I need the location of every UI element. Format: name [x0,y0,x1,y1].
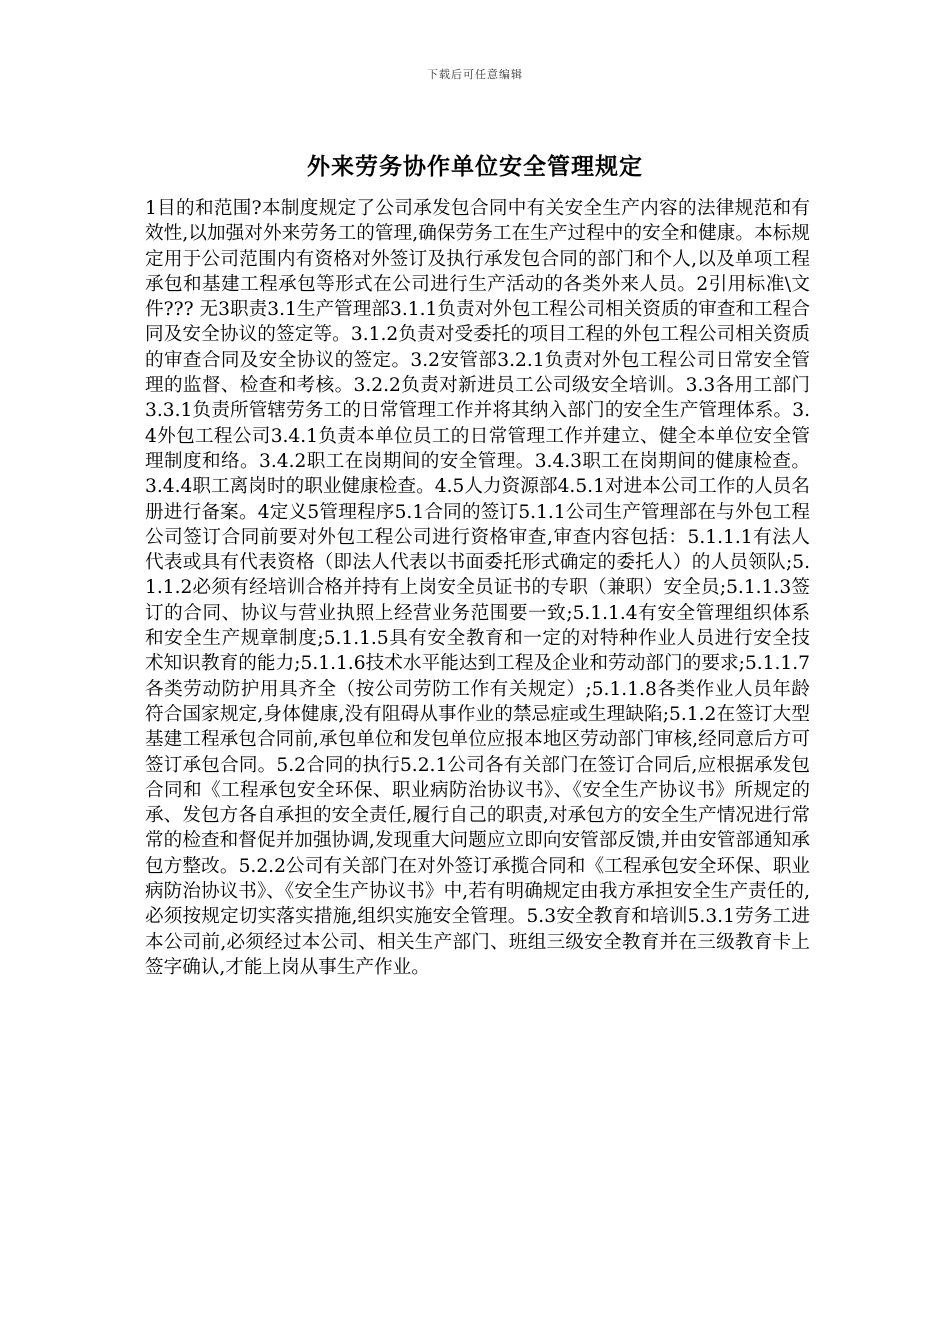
document-title: 外来劳务协作单位安全管理规定 [307,154,643,180]
document-body: 1目的和范围?本制度规定了公司承发包合同中有关安全生产内容的法律规范和有效性,以加强对外来劳务工的管理,确保劳务工在生产过程中的安全和健康。本标规定用于公司范围内有资格对外签订及执行承发包合同的部门和个人,以及单项工程承包和基建工程承包等形式在公司进行生产活动的各类外来人员。2引用标准\文件??? 无3职责3.1生产管理部3.1.1负责对外包工程公司相关资质的审查和工程合同及安全协议的签定等。3.1.2负责对受委托的项目工程的外包工程公司相关资质的审查合同及安全协议的签定。3.2安管部3.2.1负责对外包工程公司日常安全管理的监督、检查和考核。3.2.2负责对新进员工公司级安全培训。3.3各用工部门3.3.1负责所管辖劳务工的日常管理工作并将其纳入部门的安全生产管理体系。3.4外包工程公司3.4.1负责本单位员工的日常管理工作并建立、健全本单位安全管理制度和络。3.4.2职工在岗期间的安全管理。3.4.3职工在岗期间的健康检查。3.4.4职工离岗时的职业健康检查。4.5人力资源部4.5.1对进本公司工作的人员名册进行备案。4定义5管理程序5.1合同的签订5.1.1公司生产管理部在与外包工程公司签订合同前要对外包工程公司进行资格审查,审查内容包括：5.1.1.1有法人代表或具有代表资格（即法人代表以书面委托形式确定的委托人）的人员领队;5.1.1.2必须有经培训合格并持有上岗安全员证书的专职（兼职）安全员;5.1.1.3签订的合同、协议与营业执照上经营业务范围要一致;5.1.1.4有安全管理组织体系和安全生产规章制度;5.1.1.5具有安全教育和一定的对特种作业人员进行安全技术知识教育的能力;5.1.1.6技术水平能达到工程及企业和劳动部门的要求;5.1.1.7各类劳动防护用具齐全（按公司劳防工作有关规定）;5.1.1.8各类作业人员年龄符合国家规定,身体健康,没有阻碍从事作业的禁忌症或生理缺陷;5.1.2在签订大型基建工程承包合同前,承包单位和发包单位应报本地区劳动部门审核,经同意后方可签订承包合同。5.2合同的执行5.2.1公司各有关部门在签订合同后,应根据承发包合同和《工程承包安全环保、职业病防治协议书》、《安全生产协议书》所规定的承、发包方各自承担的安全责任,履行自己的职责,对承包方的安全生产情况进行常常的检查和督促并加强协调,发现重大问题应立即向安管部反馈,并由安管部通知承包方整改。5.2.2公司有关部门在对外签订承揽合同和《工程承包安全环保、职业病防治协议书》、《安全生产协议书》中,若有明确规定由我方承担安全生产责任的,必须按规定切实落实措施,组织实施安全管理。5.3安全教育和培训5.3.1劳务工进本公司前,必须经过本公司、相关生产部门、班组三级安全教育并在三级教育卡上签字确认,才能上岗从事生产作业。 [145,198,810,978]
download-note: 下载后可任意编辑 [427,68,523,81]
